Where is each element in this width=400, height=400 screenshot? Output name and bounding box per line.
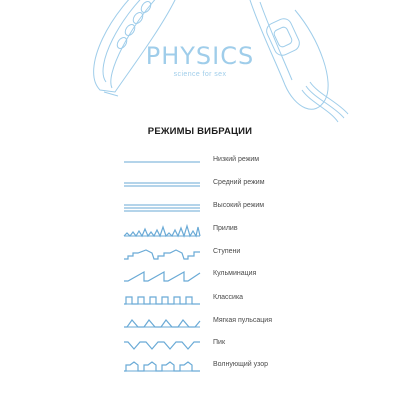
pulse-squares-pattern-icon [124, 290, 200, 310]
single-line-pattern-icon [124, 152, 200, 172]
mode-row [124, 175, 324, 195]
mixed-wave-pattern-icon [124, 357, 200, 377]
mode-label: Низкий режим [213, 156, 260, 163]
mode-label: Мягкая пульсация [213, 317, 272, 324]
brand-logo-text: PHYSICS [145, 42, 255, 70]
mode-label: Волнующий узор [213, 361, 269, 368]
mode-row [124, 290, 324, 310]
mode-row [124, 313, 324, 333]
steps-pattern-icon [124, 244, 200, 264]
mode-row [124, 152, 324, 172]
mode-row [124, 244, 324, 264]
triple-line-pattern-icon [124, 198, 200, 218]
brand-block [0, 44, 400, 78]
peak-pattern-icon [124, 335, 200, 355]
double-line-pattern-icon [124, 175, 200, 195]
mode-label: Классика [213, 294, 244, 301]
mode-row [124, 335, 324, 355]
rising-wave-pattern-icon [124, 221, 200, 241]
mode-label: Пик [213, 339, 226, 346]
mode-row [124, 198, 324, 218]
mode-label: Кульминация [213, 270, 257, 277]
soft-pulse-pattern-icon [124, 313, 200, 333]
mode-row [124, 357, 324, 377]
section-title: РЕЖИМЫ ВИБРАЦИИ [147, 126, 253, 137]
brand-tagline: science for sex [173, 71, 227, 78]
mode-label: Прилив [213, 225, 238, 232]
mode-row [124, 221, 324, 241]
mode-label: Ступени [213, 248, 241, 255]
mode-label: Средний режим [213, 179, 265, 186]
mode-label: Высокий режим [213, 202, 265, 209]
sawtooth-pattern-icon [124, 266, 200, 286]
mode-row [124, 266, 324, 286]
